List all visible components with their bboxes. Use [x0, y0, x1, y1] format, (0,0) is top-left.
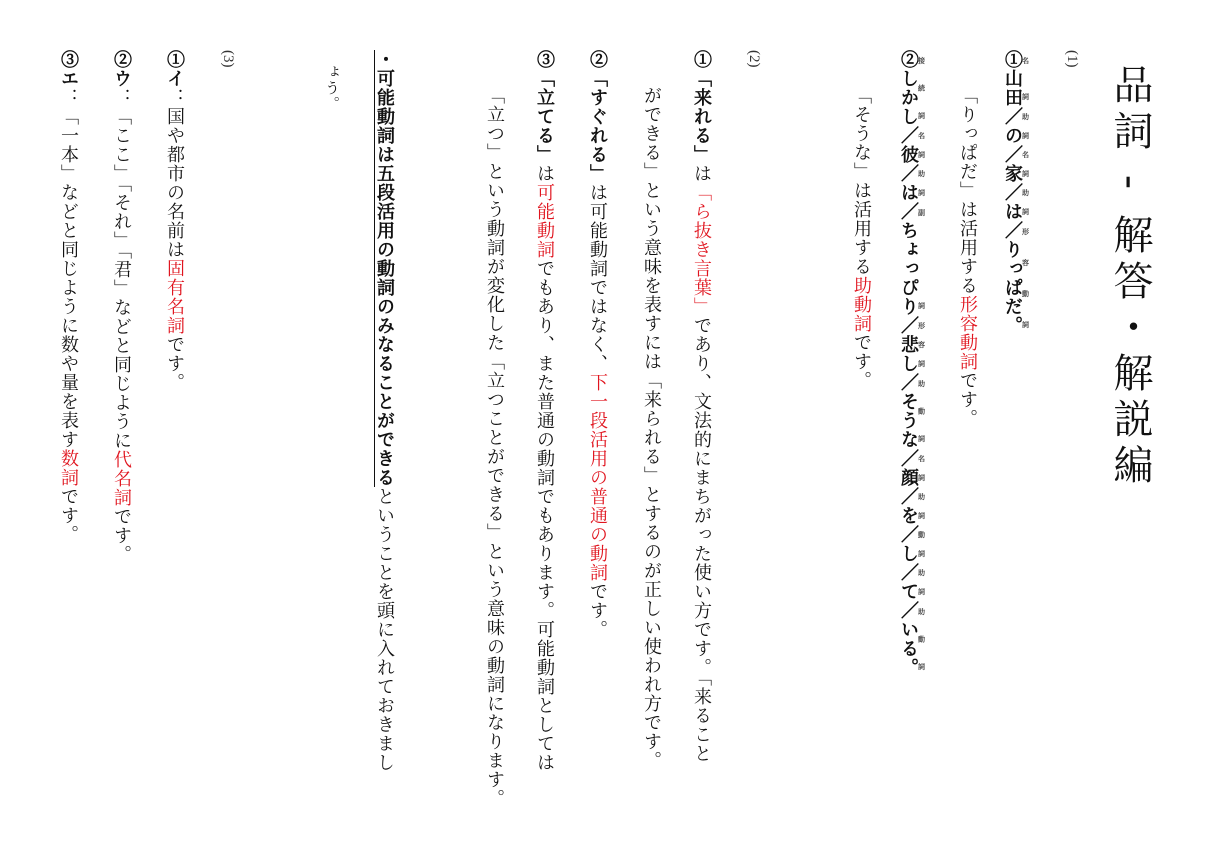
section-number-2: (2)	[746, 50, 762, 68]
token: ／顔名詞	[898, 449, 926, 487]
sentence-2-tokens	[899, 50, 926, 677]
highlight-term: 「ら抜き言葉」	[691, 183, 712, 316]
highlight-term: 下一段活用の普通の動詞	[587, 373, 608, 582]
section-number-3: (3)	[220, 50, 236, 68]
highlight-term: 形容動詞	[957, 295, 978, 371]
item-2-1-continued: ができる」という意味を表すには「来られる」とするのが正しい使われ方です。	[641, 86, 662, 770]
highlight-term: 可能動詞	[534, 183, 555, 259]
item-3-3: ③エ：「一本」などと同じように数や量を表す数詞です。	[58, 50, 79, 544]
token: ／りっぱだ。形容動詞	[1002, 221, 1030, 335]
token: ／悲し形容詞	[898, 316, 926, 373]
token: ／を助詞	[898, 487, 926, 525]
item-2-2: ②「すぐれる」は可能動詞ではなく、下一段活用の普通の動詞です。	[587, 50, 608, 639]
token: ／は助詞	[898, 164, 926, 202]
highlight-term: 代名詞	[111, 450, 132, 507]
underlined-rule: ・可能動詞は五段活用の動詞のみなることができる	[374, 50, 395, 487]
token: ／て助詞	[898, 563, 926, 601]
page-title: 品詞 - 解答・解説編	[1107, 64, 1153, 490]
item-2-1: ①「来れる」は「ら抜き言葉」であり、文法的にまちがった使い方です。「来ること	[691, 50, 712, 763]
item-3-1: ①イ：国や都市の名前は固有名詞です。	[164, 50, 185, 392]
token: ／家名詞	[1002, 145, 1030, 183]
note: ・可能動詞は五段活用の動詞のみなることができるということを頭に入れておきまし	[374, 50, 395, 772]
sentence-1-explanation: 「りっぱだ」は活用する形容動詞です。	[957, 86, 978, 428]
token: ／の助詞	[1002, 107, 1030, 145]
highlight-term: 固有名詞	[164, 259, 185, 335]
highlight-term: 数詞	[58, 449, 79, 487]
highlight-term: 助動詞	[851, 276, 872, 333]
item-2-3-continued: 「立つ」という動詞が変化した「立つことができる」という意味の動詞になります。	[484, 86, 505, 808]
note-continued: ょう。	[323, 64, 341, 112]
token: ／いる。助動詞	[898, 601, 926, 677]
token: ②しかし接続詞	[898, 50, 926, 126]
token: ／ちょっぴり副詞	[898, 202, 926, 316]
token: ／は助詞	[1002, 183, 1030, 221]
sentence-1-tokens	[1003, 50, 1030, 335]
item-3-2: ②ウ：「ここ」「それ」「君」などと同じように代名詞です。	[111, 50, 132, 564]
sentence-2-explanation: 「そうな」は活用する助動詞です。	[851, 86, 872, 390]
token: ／し動詞	[898, 525, 926, 563]
token: ①山田名詞	[1002, 50, 1030, 107]
section-number-1: (1)	[1064, 50, 1080, 68]
token: ／彼名詞	[898, 126, 926, 164]
item-2-3: ③「立てる」は可能動詞でもあり、また普通の動詞でもあります。可能動詞としては	[534, 50, 555, 772]
token: ／そうな助動詞	[898, 373, 926, 449]
